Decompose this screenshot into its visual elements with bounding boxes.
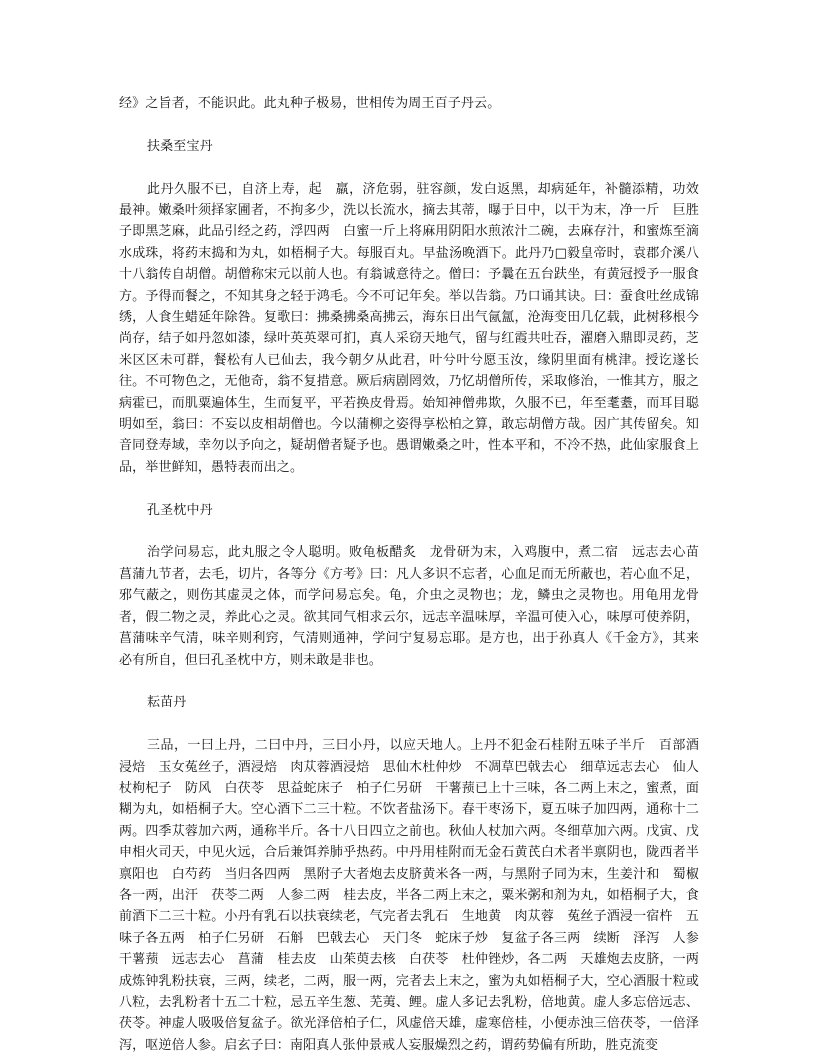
- spacer: [119, 521, 699, 542]
- paragraph-intro: 经》之旨者，不能识此。此丸种子极易，世相传为周王百子丹云。: [119, 96, 501, 111]
- paragraph-fusang: 此丹久服不已，自济上寿，起 羸，济危弱，驻容颜，发白返黑，却病延年，补髓添精，功效最神。嫩桑叶须择家圃者，不拘多少，洗以长流水，摘去其蒂，曝于日中，以干为末，净一斤 巨胜子即黑芝麻，此品引经之药，浮四两 白蜜一斤上将麻用阴阳水煎浓汁二碗，去麻存汁，和蜜炼至滴水成珠，将药末捣和为丸，如梧桐子大。每服百丸。早盐汤晚酒下。此丹乃□毅皇帝时，袁郡介溪八十八翁传自胡僧。胡僧称宋元以前人也。有翁诚意待之。僧曰：予曩在五台趺坐，有黄冠授予一服食方。予得而餐之，不知其身之轻于鸿毛。今不可记年矣。举以告翁。乃口诵其诀。曰：蚕食吐丝成锦绣，人食生蜡延年除咎。复歌曰：拂桑拂桑高拂云，海东日出气氤氲，沧海变田几亿载，此树移根今尚存，结子如丹忽如漆，绿叶英英翠可扪，真人采窃天地气，留与红霞共吐吞，濯磨入鼎即灵药，芝米区区未可群，餐松有人已仙去，我今朝夕从此君，叶兮叶兮愿玉汝，缘阴里面有桃津。授讫遂长往。不可物色之，无他奇，翁不复措意。厥后病剧罔效，乃忆胡僧所传，采取修治，一惟其方，服之病霍已，而肌粟遍体生，生而复平，平若换皮骨焉。始知神僧弗欺，久服不已，年至耄耋，而耳目聪明如至，翁曰：不妄以皮相胡僧也。今以蒲柳之姿得享松柏之算，敢忘胡僧方哉。因广其传留矣。知音同登寿域，幸勿以予向之，疑胡僧者疑予也。愚谓嫩桑之叶，性本平和，不冷不热，此仙家服食上品，举世鲜知，愚特表而出之。: [119, 181, 699, 475]
- document-page: [119, 93, 713, 1056]
- spacer: [119, 671, 699, 692]
- spacer: [119, 114, 699, 135]
- paragraph-yunmiao: 三品，一曰上丹，二曰中丹，三曰小丹，以应天地人。上丹不犯金石桂附五味子半斤 百部酒浸焙 玉女菟丝子，酒浸焙 肉苁蓉酒浸焙 思仙木杜仲炒 不凋草巴戟去心 细草远志去心 仙人杖枸杞子 防风 白茯苓 思益蛇床子 柏子仁另研 干薯蓣已上十三味，各二两上末之，蜜煮，面糊为丸，如梧桐子大。空心酒下二三十粒。不饮者盐汤下。春干枣汤下，夏五味子加四两，通称十二两。四季苁蓉加六两，通称半斤。各十八日四立之前也。秋仙人杖加六两。冬细草加六两。戊寅、戊申相火司天，中见火远，合后兼饵养肺乎热药。中丹用桂附而无金石黄芪白术者半禀阴也，陇西者半禀阳也 白芍药 当归各四两 黑附子大者炮去皮脐黄米各一两，与黑附子同为末，生姜汁和 蜀椒各一两，出汗 茯苓二两 人参二两 桂去皮，半各二两上末之，粟米粥和剂为丸，如梧桐子大，食前酒下二三十粒。小丹有乳石以扶衰续老，气完者去乳石 生地黄 肉苁蓉 菟丝子酒浸一宿杵 五味子各五两 柏子仁另研 石斛 巴戟去心 天门冬 蛇床子炒 复盆子各三两 续断 泽泻 人参 干薯蓣 远志去心 菖蒲 桂去皮 山茱萸去核 白茯苓 杜仲锉炒，各二两 天雄炮去皮脐，一两 成炼钟乳粉扶衰，三两，续老，二两，服一两，完者去上末之，蜜为丸如梧桐子大，空心酒服十粒或八粒，去乳粉者十五二十粒，忌五辛生葱、芜荑、鲤。虚人多记去乳粉，倍地黄。虚人多忘倍远志、茯苓。神虚人吸吸倍复盆子。欲光泽倍柏子仁，风虚倍天雄，虚寒倍桂，小便赤浊三倍茯苓，一倍泽泻，呕逆倍人参。启玄子曰：南阳真人张仲景戒人妄服燥烈之药，谓药势偏有所助，胜克流变: [119, 738, 713, 1053]
- section-heading-fusang: 扶桑至宝丹: [147, 138, 213, 154]
- spacer: [119, 714, 699, 735]
- section-heading-kongsheng: 孔圣枕中丹: [147, 502, 213, 518]
- paragraph-kongsheng: 治学问易忘，此丸服之令人聪明。败龟板醋炙 龙骨研为末，入鸡腹中，煮二宿 远志去心苗 菖蒲九节者，去毛，切片，各等分《方考》曰：凡人多识不忘者，心血足而无所蔽也，若心血不足，邪气蔽之，则伤其虚灵之体，而学问易忘矣。龟，介虫之灵物也；龙，鳞虫之灵物也。用龟用龙骨者，假二物之灵，养此心之灵。欲其同气相求云尔，远志辛温味厚，辛温可使入心，味厚可使养阴，菖蒲味辛气清，味辛则利窍，气清则通神，学问宁复易忘耶。是方也，出于孙真人《千金方》，其来必有所自，但曰孔圣枕中方，则未敢是非也。: [119, 545, 713, 668]
- spacer: [119, 157, 699, 178]
- spacer: [119, 478, 699, 499]
- section-heading-yunmiao: 耘苗丹: [147, 695, 187, 711]
